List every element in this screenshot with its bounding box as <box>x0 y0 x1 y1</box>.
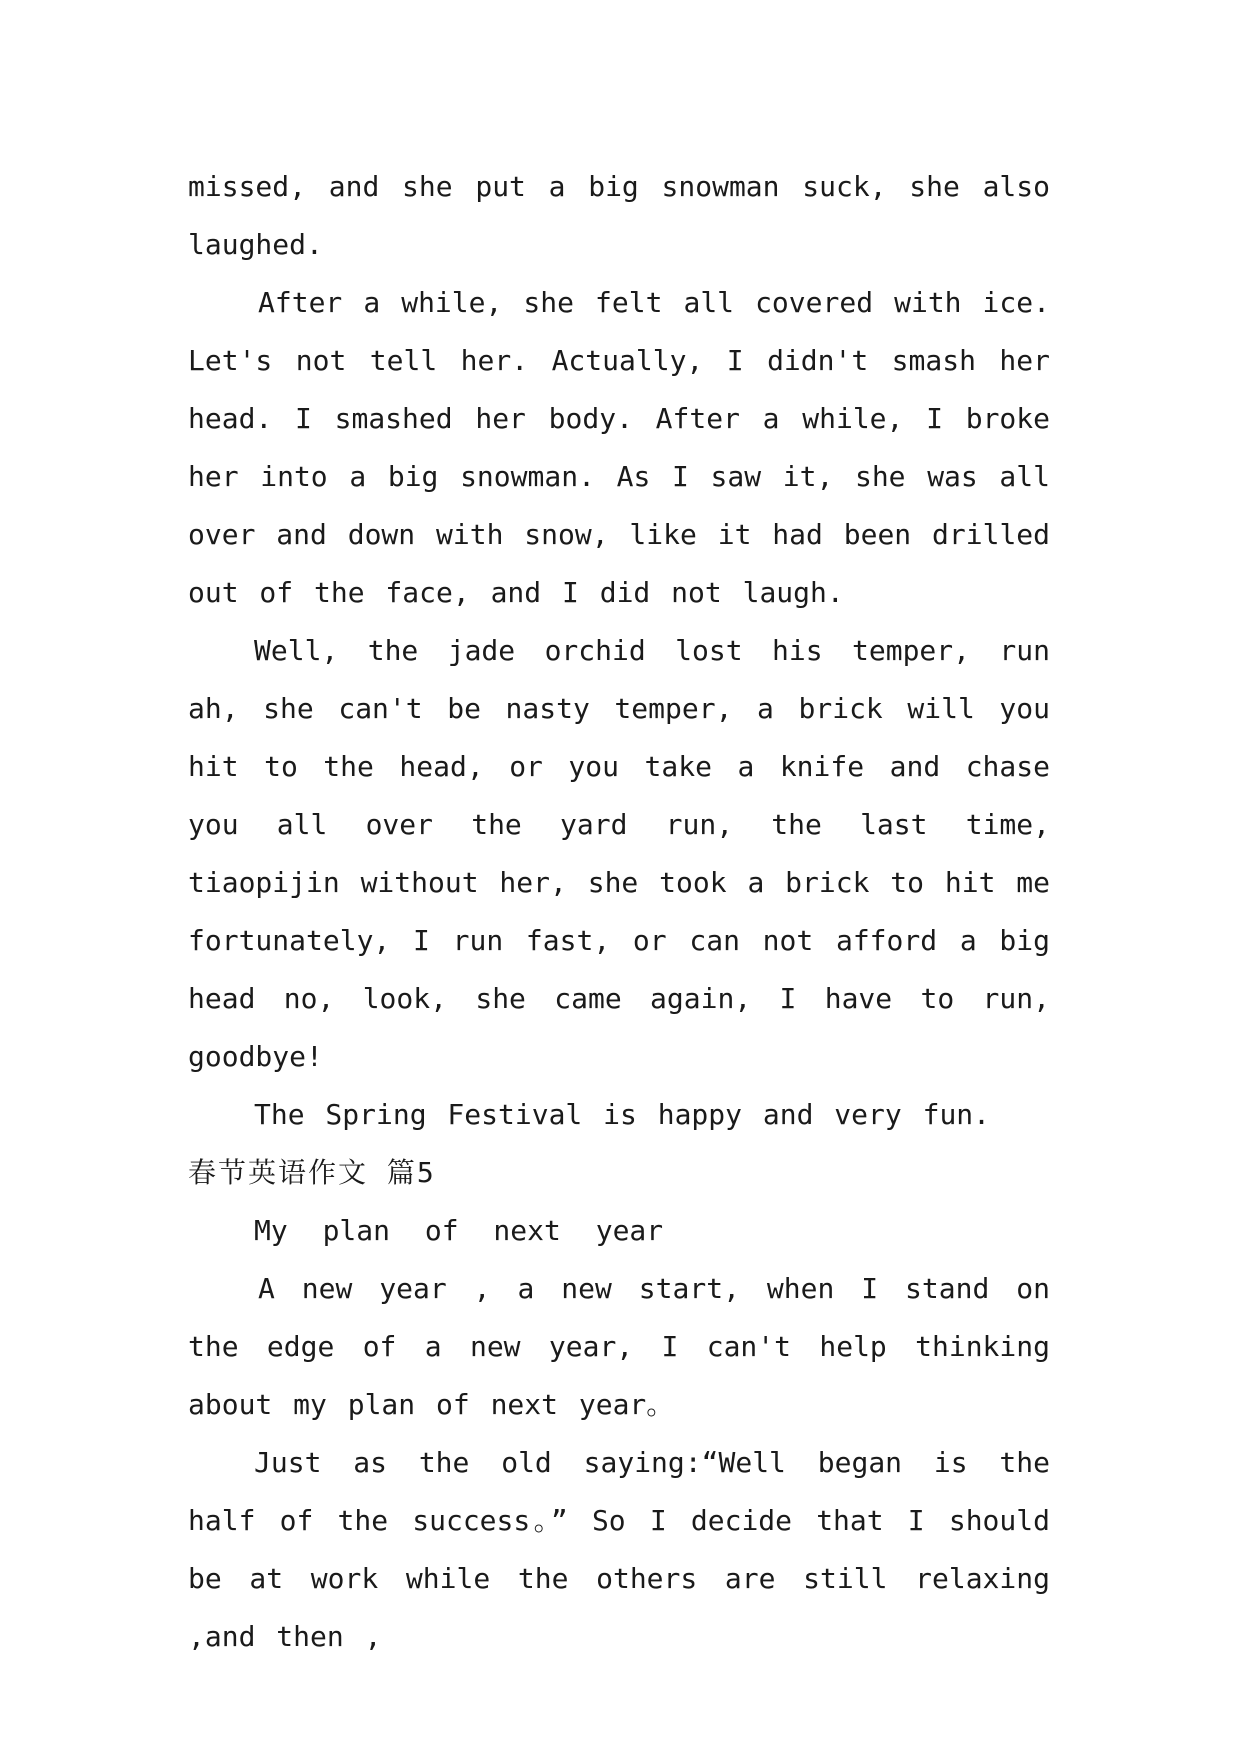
document-page <box>188 158 1050 1666</box>
paragraph-new-year: A new year , a new start, when I stand on the edge of a new year, I can't help thinking about my plan of next year。 <box>188 1272 1050 1421</box>
paragraph-after-a-while: After a while, she felt all covered with ice. Let's not tell her. Actually, I didn't smash her head. I smashed her body. After a while, I broke her into a big snowman. As I saw it, she was all over and down with snow, like it had been drilled out of the face, and I did not laugh. <box>188 286 1051 609</box>
essay-title: My plan of next year <box>254 1214 664 1247</box>
paragraph-old-saying: Just as the old saying:“Well began is the half of the success。” So I decide that I should be at work while the others are still relaxing ,and then , <box>188 1446 1050 1653</box>
paragraph-spring-festival: The Spring Festival is happy and very fun. <box>254 1098 991 1131</box>
section-heading: 春节英语作文 篇5 <box>188 1156 436 1189</box>
paragraph-continued: missed, and she put a big snowman suck, she also laughed. <box>188 170 1050 261</box>
paragraph-jade-orchid: Well, the jade orchid lost his temper, run ah, she can't be nasty temper, a brick will you hit to the head, or you take a knife and chase you all over the yard run, the last time, tiaopijin without her, she took a brick to hit me fortunately, I run fast, or can not afford a big head no, look, she came again, I have to run, goodbye! <box>188 634 1051 1073</box>
